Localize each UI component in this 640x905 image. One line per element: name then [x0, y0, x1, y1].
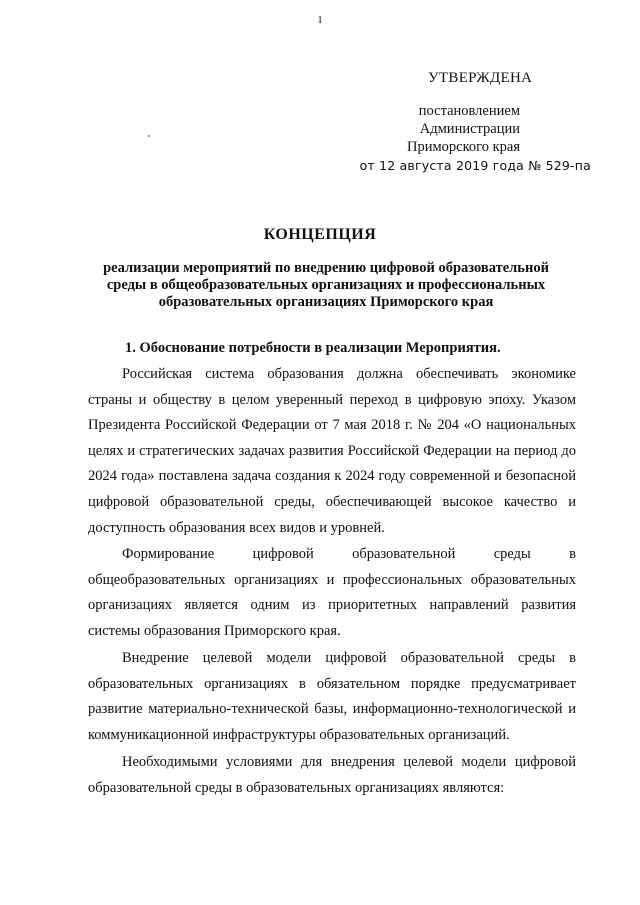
- section-heading: 1. Обоснование потребности в реализации Мероприятия.: [125, 340, 501, 356]
- approval-line-region: Приморского края: [406, 139, 520, 155]
- scan-artifact-dot: [148, 135, 150, 137]
- body-paragraph: Необходимыми условиями для внедрения целевой модели цифровой образовательной среды в образовательных организациях являются:: [88, 754, 576, 796]
- body-paragraph: Формирование цифровой образовательной среды в общеобразовательных организациях и профессиональных образовательных организациях является одним из приоритетных направлений развития системы образования Приморского края.: [88, 546, 576, 639]
- approval-line-resolution: постановлением: [418, 103, 520, 119]
- body-paragraph: Внедрение целевой модели цифровой образовательной среды в образовательных организациях в обязательном порядке предусматривает развитие материально-технической базы, информационно-технологической и коммуникационной инфраструктуры образовательных организаций.: [88, 650, 576, 743]
- document-subtitle: реализации мероприятий по внедрению цифровой образовательной среды в общеобразовательных организациях и профессиональных образовательных организациях Приморского края: [103, 260, 549, 310]
- page-number: 1: [317, 14, 323, 26]
- body-paragraph: Российская система образования должна обеспечивать экономике страны и обществу в целом уверенный переход в цифровую эпоху. Указом Президента Российской Федерации от 7 мая 2018 г. № 204 «О национальных целях и стратегических задачах развития Российской Федерации на период до 2024 года» поставлена задача создания к 2024 году современной и безопасной цифровой образовательной среды, обеспечивающей высокое качество и доступность образования всех видов и уровней.: [88, 366, 576, 536]
- approval-date-line: от 12 августа 2019 года № 529-па: [359, 158, 591, 173]
- approval-title: УТВЕРЖДЕНА: [428, 70, 533, 86]
- document-title: КОНЦЕПЦИЯ: [263, 226, 377, 243]
- approval-line-administration: Администрации: [419, 121, 520, 137]
